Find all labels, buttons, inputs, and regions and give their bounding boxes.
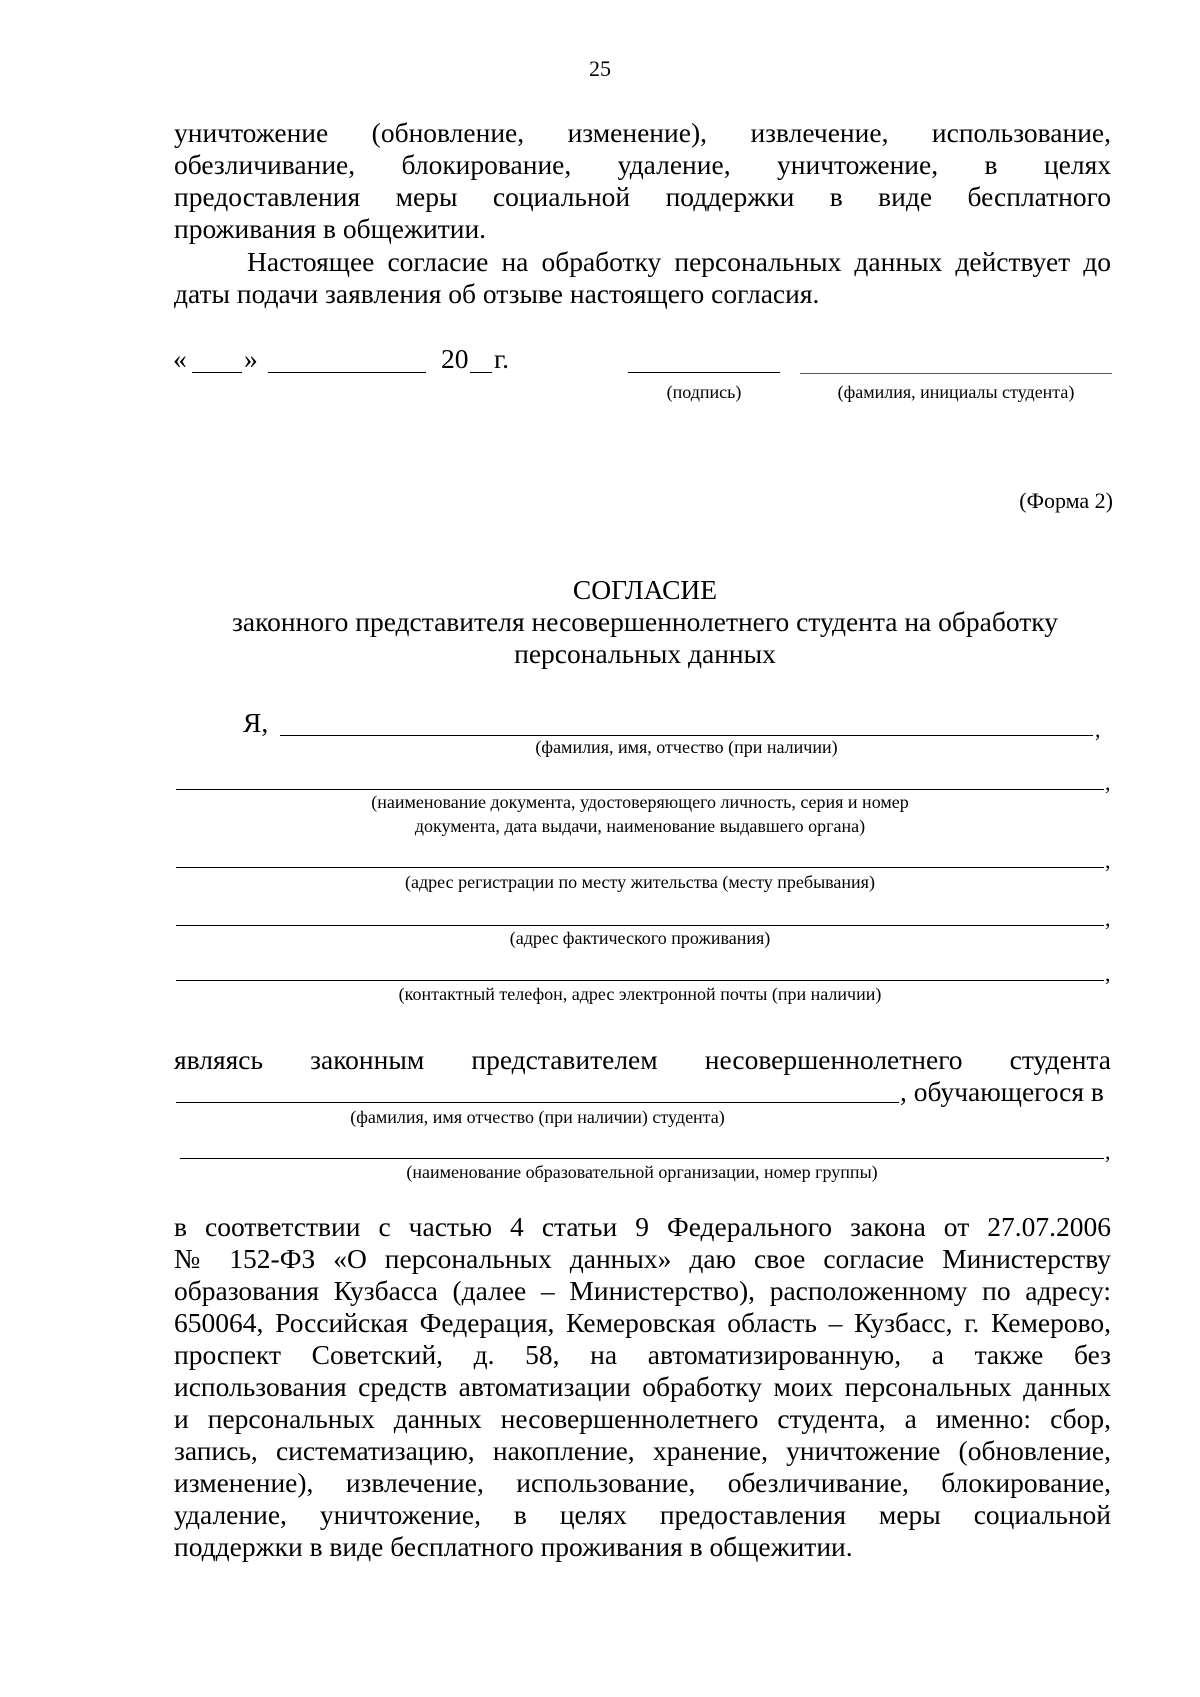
page-number: 25 xyxy=(589,56,611,81)
year-prefix: 20 xyxy=(441,343,469,374)
contact-line[interactable] xyxy=(176,980,1104,981)
consent-line: образования Кузбасса (далее – Министерство), расположенному по адресу: xyxy=(174,1275,1111,1306)
validity-line: Настоящее согласие на обработку персональных данных действует до xyxy=(247,246,1111,277)
form-label: (Форма 2) xyxy=(1019,488,1113,513)
document-title: СОГЛАСИЕ xyxy=(572,574,718,605)
contact-caption: (контактный телефон, адрес электронной почты (при наличии) xyxy=(398,984,882,1004)
comma: , xyxy=(1105,961,1111,986)
signature-blank[interactable] xyxy=(628,372,780,373)
consent-line: удаление, уничтожение, в целях предоставления меры социальной xyxy=(174,1499,1111,1530)
consent-line: изменение), извлечение, использование, обезличивание, блокирование, xyxy=(174,1467,1111,1498)
comma: , xyxy=(1095,717,1101,742)
document-caption: документа, дата выдачи, наименование выдавшего органа) xyxy=(414,816,866,836)
consent-line: в соответствии с частью 4 статьи 9 Федерального закона от 27.07.2006 xyxy=(174,1211,1111,1242)
comma: , xyxy=(1105,906,1111,931)
studying-in-label: , обучающегося в xyxy=(900,1076,1104,1107)
consent-line: проспект Советский, д. 58, на автоматизированную, а также без xyxy=(174,1339,1111,1370)
comma: , xyxy=(1105,848,1111,873)
date-open-quote: « xyxy=(173,343,187,374)
fio-caption: (фамилия, имя, отчество (при наличии) xyxy=(535,737,838,757)
student-fio-line[interactable] xyxy=(176,1102,899,1103)
fio-input-line[interactable] xyxy=(280,735,1093,736)
document-input-line[interactable] xyxy=(176,789,1104,790)
year-suffix: г. xyxy=(494,343,510,374)
consent-line: поддержки в виде бесплатного проживания в общежитии. xyxy=(174,1531,853,1562)
consent-line: и персональных данных несовершеннолетнего студента, а именно: сбор, xyxy=(174,1403,1111,1434)
consent-line: использования средств автоматизации обработку моих персональных данных xyxy=(174,1371,1111,1402)
organization-caption: (наименование образовательной организации, номер группы) xyxy=(406,1162,878,1182)
date-day-blank[interactable] xyxy=(192,372,242,373)
consent-line: запись, систематизацию, накопление, хранение, уничтожение (обновление, xyxy=(174,1435,1111,1466)
student-name-caption: (фамилия, инициалы студента) xyxy=(837,382,1075,402)
student-fio-caption: (фамилия, имя отчество (при наличии) студента) xyxy=(350,1107,725,1127)
consent-line: № 152-ФЗ «О персональных данных» даю свое согласие Министерству xyxy=(174,1243,1111,1274)
i-label: Я, xyxy=(243,707,269,738)
date-month-blank[interactable] xyxy=(268,372,426,373)
student-name-blank[interactable] xyxy=(800,373,1112,374)
representative-line: являясь законным представителем несовершеннолетнего студента xyxy=(174,1044,1111,1075)
intro-line: проживания в общежитии. xyxy=(174,213,487,244)
validity-line: даты подачи заявления об отзыве настоящего согласия. xyxy=(174,278,820,309)
document-subtitle: законного представителя несовершеннолетнего студента на обработку xyxy=(232,606,1058,637)
comma: , xyxy=(1105,770,1111,795)
document-caption: (наименование документа, удостоверяющего личность, серия и номер xyxy=(371,792,909,812)
actual-address-caption: (адрес фактического проживания) xyxy=(509,928,771,948)
consent-line: 650064, Российская Федерация, Кемеровская область – Кузбасс, г. Кемерово, xyxy=(174,1307,1111,1338)
date-year-blank[interactable] xyxy=(470,372,492,373)
registration-address-caption: (адрес регистрации по месту жительства (месту пребывания) xyxy=(405,872,875,892)
comma: , xyxy=(1105,1139,1111,1164)
intro-line: уничтожение (обновление, изменение), извлечение, использование, xyxy=(174,117,1111,148)
registration-address-line[interactable] xyxy=(176,867,1104,868)
intro-line: обезличивание, блокирование, удаление, уничтожение, в целях xyxy=(174,149,1111,180)
date-close-quote: » xyxy=(244,343,258,374)
organization-line[interactable] xyxy=(180,1158,1104,1159)
document-subtitle: персональных данных xyxy=(514,638,776,669)
actual-address-line[interactable] xyxy=(176,925,1104,926)
signature-caption: (подпись) xyxy=(666,382,742,402)
intro-line: предоставления меры социальной поддержки в виде бесплатного xyxy=(174,181,1111,212)
